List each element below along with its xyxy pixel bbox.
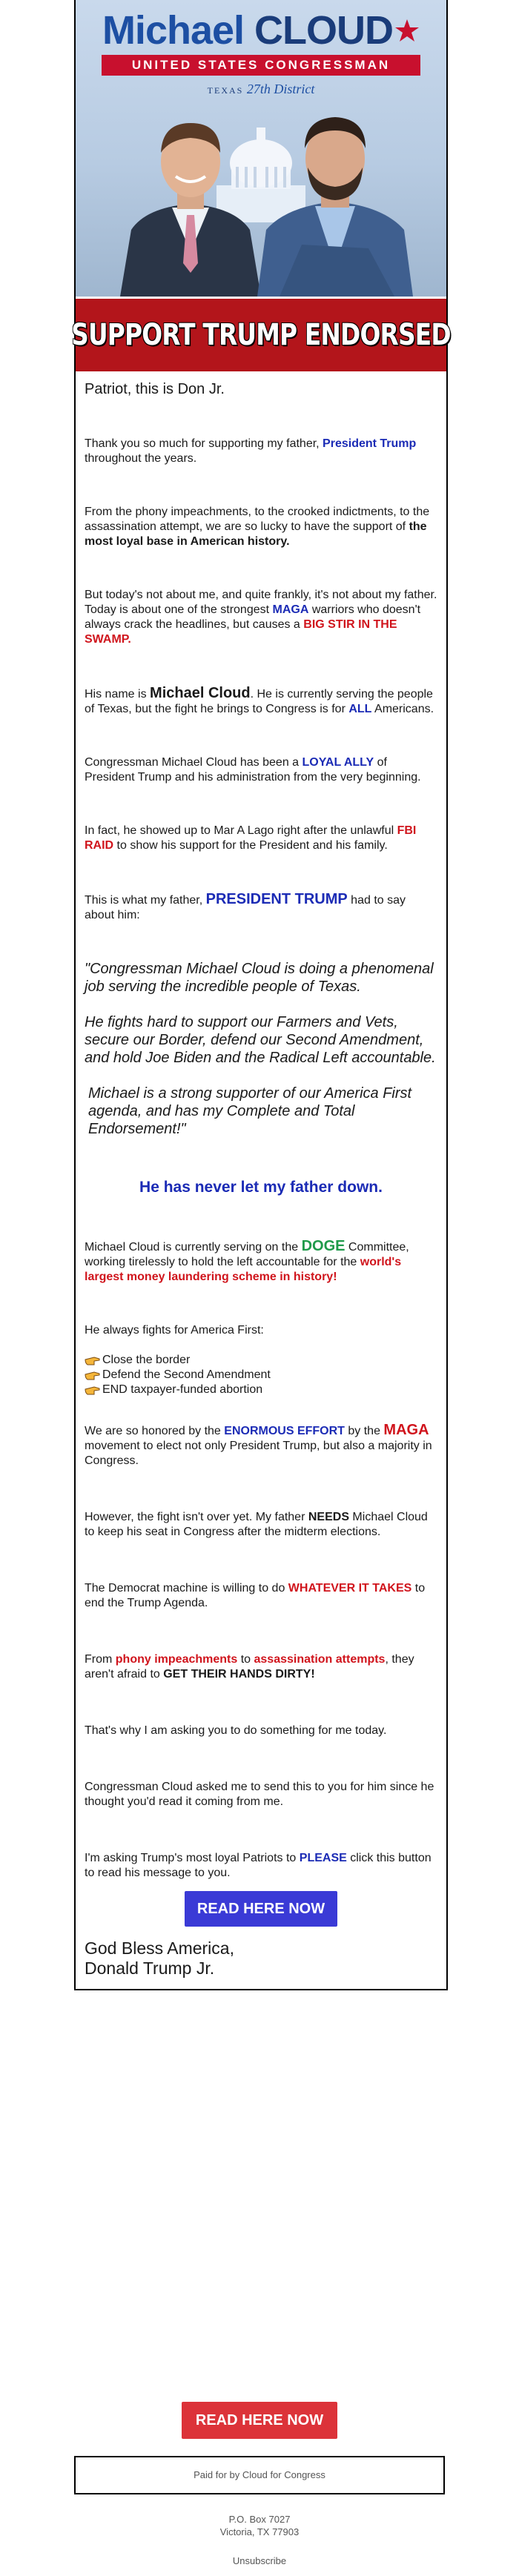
paid-for-disclaimer: Paid for by Cloud for Congress: [74, 2456, 445, 2494]
paragraph-quote-intro: This is what my father, PRESIDENT TRUMP had to say about him:: [85, 891, 406, 921]
email-container: [71, 0, 451, 1990]
paragraph-name: His name is Michael Cloud. He is currently serving the people of Texas, but the fight he brings to Congress is for ALL Americans.: [85, 685, 434, 715]
list-item: Defend the Second Amendment: [85, 1368, 437, 1383]
hero-image: [76, 0, 446, 297]
never-let-down: He has never let my father down.: [139, 1179, 383, 1196]
logo-title-bar: UNITED STATES CONGRESSMAN: [102, 55, 420, 76]
signoff-line-1: God Bless America,: [85, 1938, 234, 1958]
banner-text: SUPPORT TRUMP ENDORSED: [71, 318, 451, 352]
paragraph-send: Congressman Cloud asked me to send this to you for him since he thought you'd read it coming from me.: [85, 1781, 434, 1808]
paragraph-please-click: I'm asking Trump's most loyal Patriots to PLEASE click this button to read his message to you.: [85, 1852, 432, 1879]
paragraph-fight-not-over: However, the fight isn't over yet. My father NEEDS Michael Cloud to keep his seat in Congress after the midterm elections.: [85, 1511, 428, 1538]
michael-cloud-photo: [116, 104, 265, 297]
paragraph-doge: Michael Cloud is currently serving on the DOGE Committee, working tirelessly to hold the left accountable for the world's largest money laundering scheme in history!: [85, 1238, 409, 1283]
unsubscribe-link[interactable]: Unsubscribe: [232, 2555, 287, 2566]
list-item: Close the border: [85, 1353, 437, 1368]
priorities-list: [85, 1353, 437, 1397]
letter-body: [76, 371, 446, 1989]
logo-first-name: Michael: [102, 8, 245, 53]
paragraph-democrat-machine: The Democrat machine is willing to do WHATEVER IT TAKES to end the Trump Agenda.: [85, 1582, 426, 1609]
texas-star-icon: [394, 18, 420, 43]
paragraph-dirty-hands: From phony impeachments to assassination attempts, they aren't afraid to GET THEIR HANDS DIRTY!: [85, 1653, 414, 1681]
email-card: [71, 0, 451, 1990]
paragraph-mar-a-lago: In fact, he showed up to Mar A Lago right after the unlawful FBI RAID to show his support for the President and his family.: [85, 824, 417, 852]
quote-line-2: He fights hard to support our Farmers and Vets, secure our Border, defend our Second Amendment, and hold Joe Biden and the Radical Left accountable.: [85, 1014, 436, 1066]
signoff-line-2: Donald Trump Jr.: [85, 1959, 215, 1978]
read-here-now-button[interactable]: READ HERE NOW: [185, 1891, 337, 1927]
paragraph-support: From the phony impeachments, to the crooked indictments, to the assassination attempt, we are so lucky to have the support of the most loyal base in American history.: [85, 506, 430, 548]
pointing-hand-icon: [85, 1369, 101, 1381]
logo-last-name: CLOUD: [254, 8, 394, 53]
logo-state: TEXAS: [207, 85, 244, 96]
pointing-hand-icon: [85, 1354, 101, 1366]
logo-district: 27th District: [246, 82, 315, 96]
address-line-1: P.O. Box 7027: [228, 2514, 291, 2525]
quote-line-3: Michael is a strong supporter of our America First agenda, and has my Complete and Total Endorsement!": [88, 1085, 412, 1137]
pointing-hand-icon: [85, 1384, 101, 1396]
paragraph-maga-warrior: But today's not about me, and quite frankly, it's not about my father. Today is about one of the strongest MAGA warriors who doesn't always crack the headlines, but causes a BIG STIR IN THE SWAMP.: [85, 589, 437, 646]
campaign-logo: [76, 10, 446, 97]
quote-line-1: "Congressman Michael Cloud is doing a phenomenal job serving the incredible people of Texas.: [85, 961, 434, 995]
mailing-address: [0, 2513, 519, 2538]
paragraph-thanks: Thank you so much for supporting my father, President Trump throughout the years.: [85, 437, 417, 465]
paragraph-enormous-effort: We are so honored by the ENORMOUS EFFORT by the MAGA movement to elect not only President Trump, but also a majority in Congress.: [85, 1422, 432, 1467]
greeting: Patriot, this is Don Jr.: [85, 381, 225, 397]
donald-trump-jr-photo: [257, 96, 413, 297]
list-item: END taxpayer-funded abortion: [85, 1383, 437, 1397]
footer-read-here-now-button[interactable]: READ HERE NOW: [182, 2402, 337, 2439]
paragraph-loyal-ally: Congressman Michael Cloud has been a LOYAL ALLY of President Trump and his administration from the very beginning.: [85, 756, 421, 784]
endorsement-banner: [71, 297, 451, 371]
address-line-2: Victoria, TX 77903: [219, 2526, 300, 2537]
paragraph-ask: That's why I am asking you to do something for me today.: [85, 1724, 387, 1737]
paragraph-america-first: He always fights for America First:: [85, 1324, 264, 1337]
